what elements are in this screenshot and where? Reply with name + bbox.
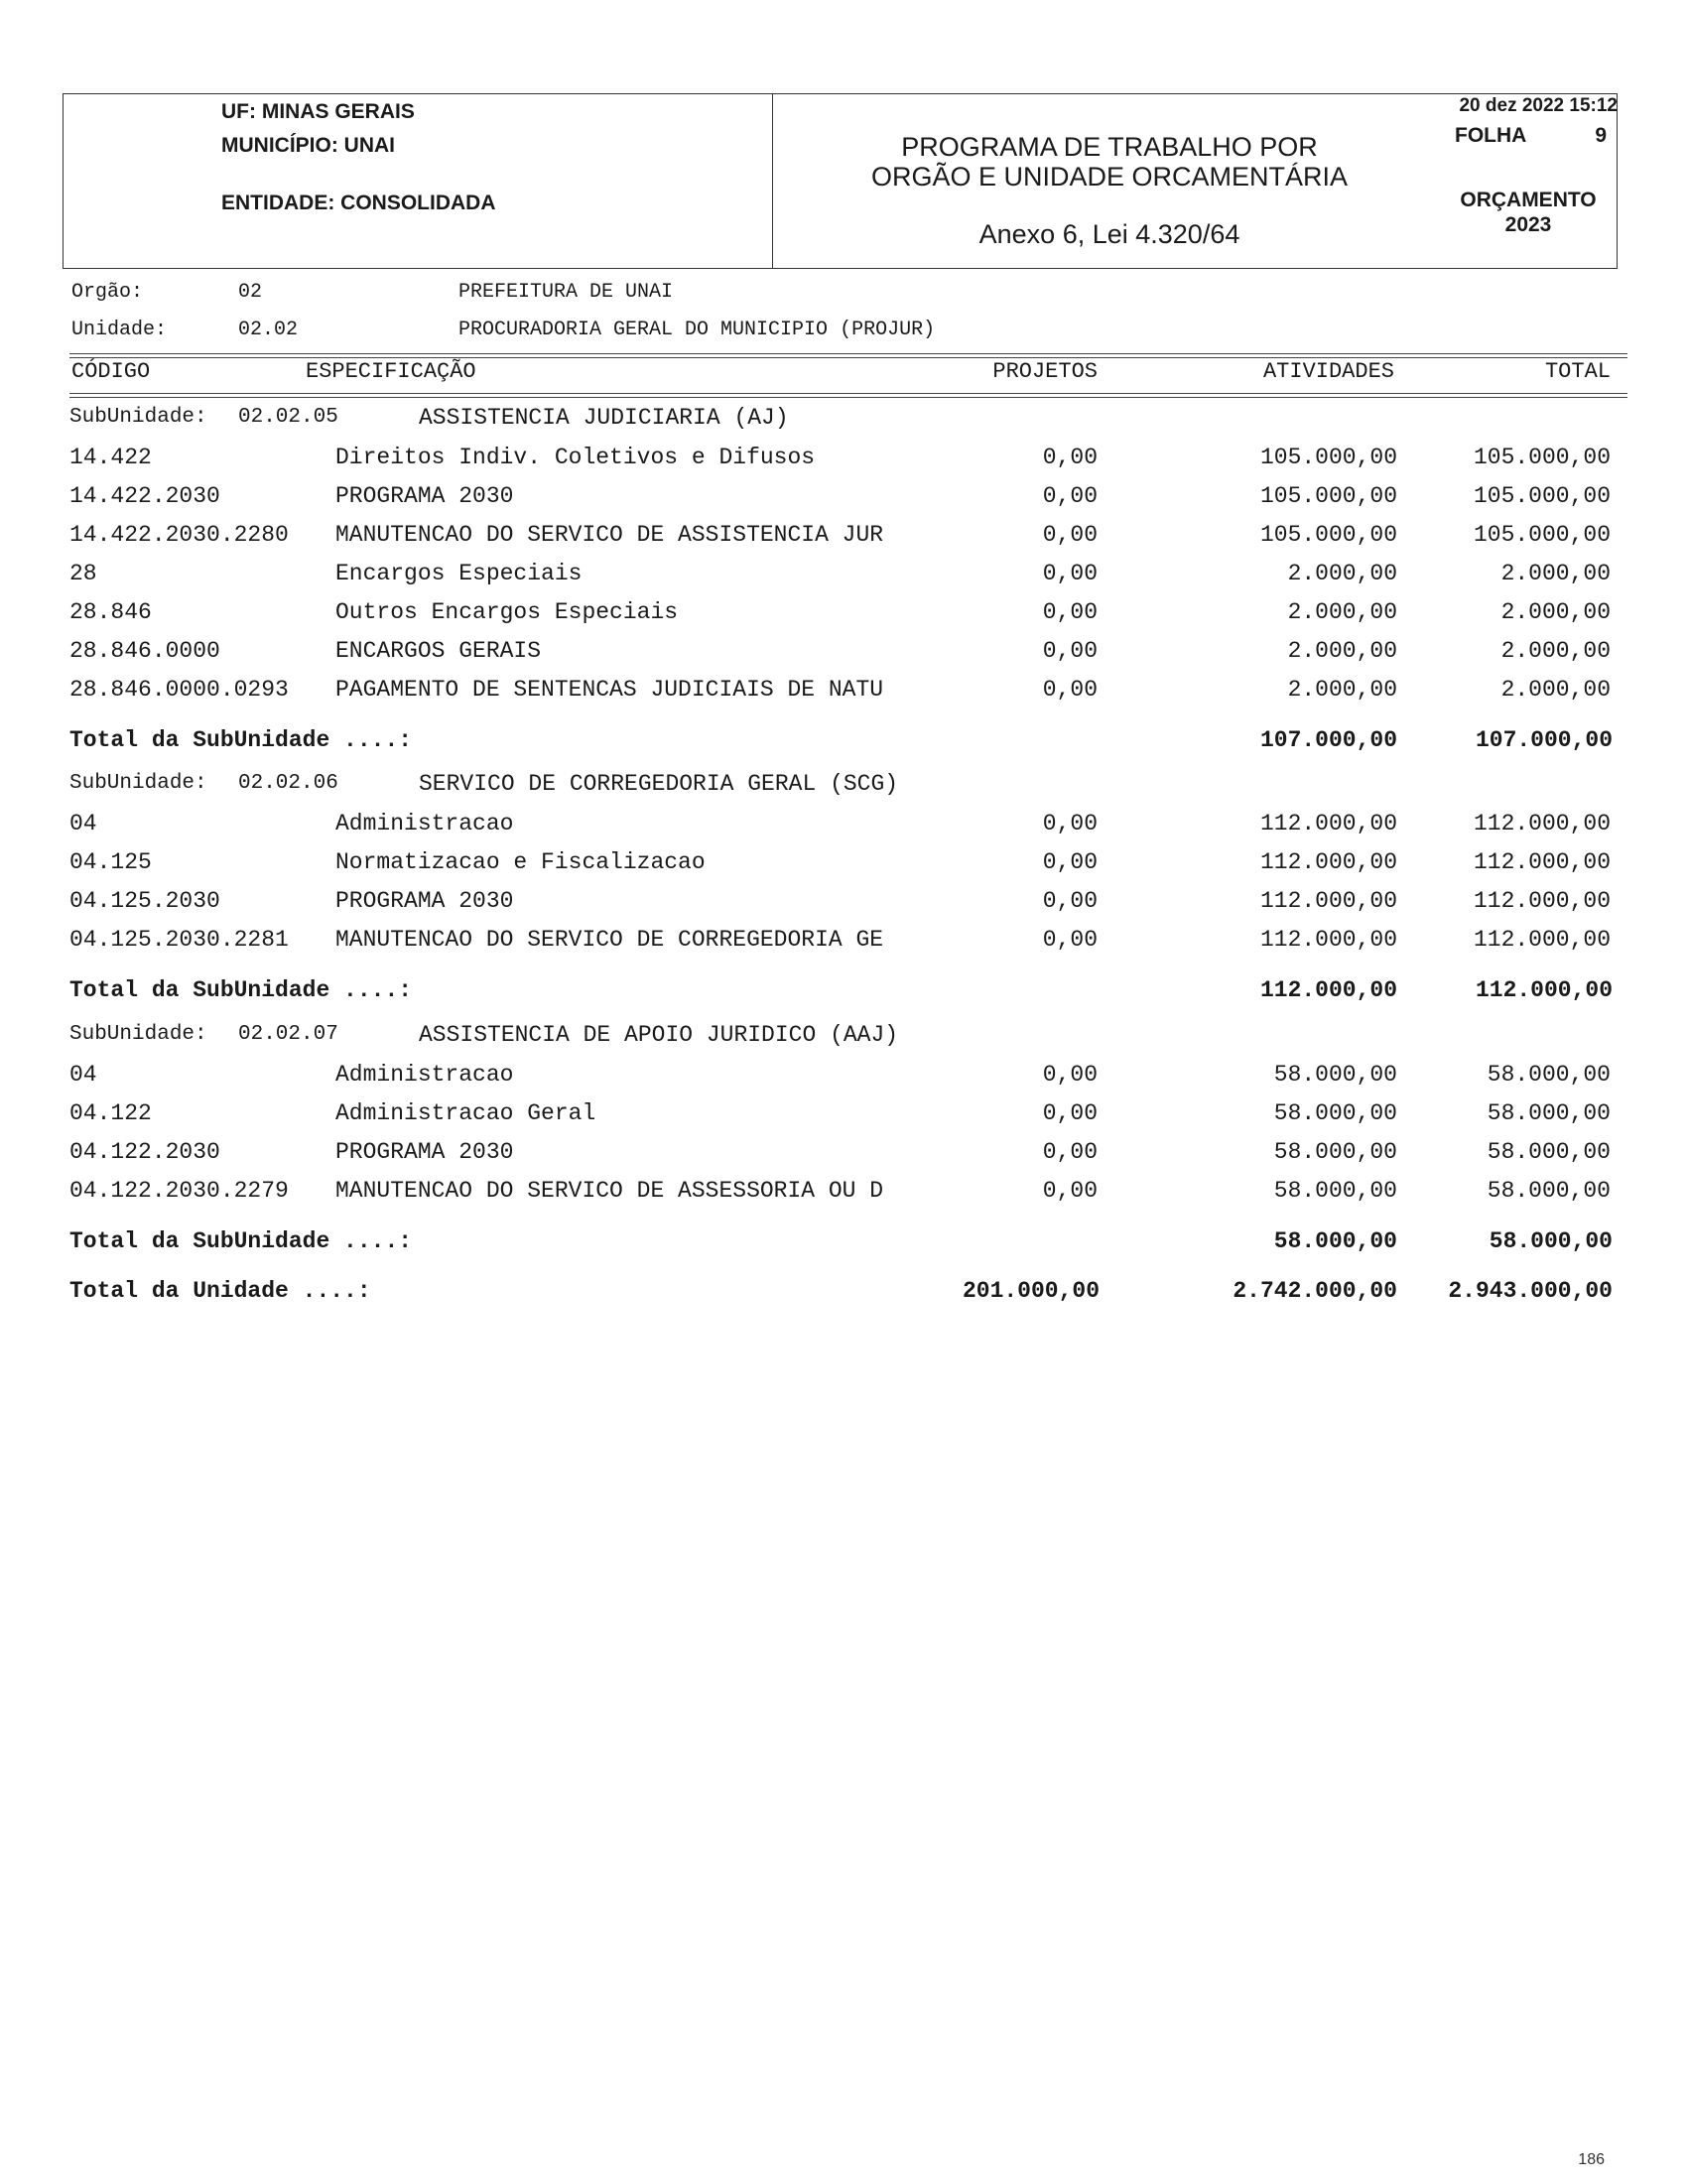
- row-total: 58.000,00: [1487, 1178, 1611, 1204]
- row-projetos: 0,00: [1042, 1139, 1098, 1165]
- orcamento-label: ORÇAMENTO: [1460, 189, 1597, 211]
- uf-label: UF: MINAS GERAIS: [221, 100, 415, 123]
- row-total: 112.000,00: [1473, 927, 1611, 953]
- row-projetos: 0,00: [1042, 677, 1098, 703]
- row-description: Administracao: [335, 1062, 514, 1088]
- row-projetos: 0,00: [1042, 445, 1098, 470]
- row-total: 112.000,00: [1473, 811, 1611, 836]
- row-projetos: 0,00: [1042, 888, 1098, 914]
- table-row: [0, 1100, 1688, 1136]
- row-code: 28.846: [69, 599, 152, 625]
- row-atividades: 2.000,00: [1287, 599, 1397, 625]
- column-header-rule-top1: [69, 353, 1627, 354]
- unit-total-label: Total da Unidade ....:: [69, 1278, 371, 1304]
- row-description: PAGAMENTO DE SENTENCAS JUDICIAIS DE NATU: [335, 677, 884, 703]
- row-description: Encargos Especiais: [335, 561, 583, 586]
- row-projetos: 0,00: [1042, 561, 1098, 586]
- row-code: 04.122.2030: [69, 1139, 220, 1165]
- subunit-total-total: 112.000,00: [1475, 977, 1613, 1003]
- row-code: 04.125.2030.2281: [69, 927, 289, 953]
- row-atividades: 105.000,00: [1259, 522, 1397, 548]
- table-row: [0, 888, 1688, 924]
- orgao-label: Orgão:: [71, 281, 144, 304]
- unidade-name: PROCURADORIA GERAL DO MUNICIPIO (PROJUR): [458, 319, 936, 341]
- row-atividades: 58.000,00: [1273, 1100, 1397, 1126]
- unidade-code: 02.02: [238, 319, 299, 341]
- row-total: 105.000,00: [1473, 483, 1611, 509]
- report-datetime: 20 dez 2022 15:12: [1459, 95, 1618, 116]
- row-atividades: 112.000,00: [1259, 927, 1397, 953]
- row-code: 28.846.0000.0293: [69, 677, 289, 703]
- subunit-code: 02.02.05: [238, 406, 338, 429]
- row-code: 14.422: [69, 445, 152, 470]
- table-row: [0, 638, 1688, 674]
- unit-total-projetos: 201.000,00: [962, 1278, 1100, 1304]
- folha-number: 9: [1595, 124, 1607, 147]
- column-total: TOTAL: [1544, 359, 1611, 384]
- subunit-label: SubUnidade:: [69, 1023, 207, 1046]
- table-row: [0, 1139, 1688, 1175]
- table-row: [0, 522, 1688, 558]
- unit-total-atividades: 2.742.000,00: [1233, 1278, 1397, 1304]
- row-description: Direitos Indiv. Coletivos e Difusos: [335, 445, 816, 470]
- row-atividades: 105.000,00: [1259, 445, 1397, 470]
- subunit-label: SubUnidade:: [69, 406, 207, 429]
- column-header-rule-bottom2: [69, 397, 1627, 398]
- table-row: [0, 677, 1688, 712]
- folha-label: FOLHA: [1455, 124, 1527, 147]
- subunit-total-atividades: 58.000,00: [1273, 1228, 1397, 1254]
- row-projetos: 0,00: [1042, 1100, 1098, 1126]
- table-row: [0, 599, 1688, 635]
- table-row: [0, 445, 1688, 480]
- row-atividades: 58.000,00: [1273, 1178, 1397, 1204]
- row-description: PROGRAMA 2030: [335, 888, 514, 914]
- row-projetos: 0,00: [1042, 927, 1098, 953]
- row-total: 2.000,00: [1500, 677, 1611, 703]
- column-especificacao: ESPECIFICAÇÃO: [306, 359, 476, 384]
- municipio-label: MUNICÍPIO: UNAI: [221, 134, 395, 157]
- row-description: PROGRAMA 2030: [335, 1139, 514, 1165]
- subunit-label: SubUnidade:: [69, 772, 207, 795]
- row-total: 2.000,00: [1500, 599, 1611, 625]
- annex-label: Anexo 6, Lei 4.320/64: [978, 219, 1240, 249]
- unit-total-total: 2.943.000,00: [1448, 1278, 1613, 1304]
- row-description: Normatizacao e Fiscalizacao: [335, 849, 706, 875]
- budget-year: 2023: [1504, 213, 1552, 236]
- row-total: 105.000,00: [1473, 445, 1611, 470]
- row-description: Outros Encargos Especiais: [335, 599, 679, 625]
- subunit-total-atividades: 107.000,00: [1259, 727, 1397, 753]
- row-description: Administracao: [335, 811, 514, 836]
- page-number: 186: [1578, 2151, 1605, 2168]
- table-row: [0, 483, 1688, 519]
- row-projetos: 0,00: [1042, 1062, 1098, 1088]
- row-code: 14.422.2030: [69, 483, 220, 509]
- table-row: [0, 927, 1688, 963]
- row-atividades: 112.000,00: [1259, 811, 1397, 836]
- table-row: [0, 1178, 1688, 1214]
- table-row: [0, 1062, 1688, 1097]
- row-code: 28: [69, 561, 97, 586]
- row-description: PROGRAMA 2030: [335, 483, 514, 509]
- row-total: 58.000,00: [1487, 1062, 1611, 1088]
- row-description: ENCARGOS GERAIS: [335, 638, 542, 664]
- row-atividades: 58.000,00: [1273, 1139, 1397, 1165]
- orgao-code: 02: [238, 281, 263, 304]
- orgao-name: PREFEITURA DE UNAI: [458, 281, 674, 304]
- row-code: 04: [69, 1062, 97, 1088]
- subunit-name: SERVICO DE CORREGEDORIA GERAL (SCG): [419, 771, 899, 797]
- row-code: 14.422.2030.2280: [69, 522, 289, 548]
- row-code: 04.125.2030: [69, 888, 220, 914]
- row-projetos: 0,00: [1042, 522, 1098, 548]
- row-atividades: 2.000,00: [1287, 561, 1397, 586]
- column-atividades: ATIVIDADES: [1262, 359, 1394, 384]
- subunit-code: 02.02.06: [238, 772, 338, 795]
- row-description: Administracao Geral: [335, 1100, 596, 1126]
- row-code: 04.125: [69, 849, 152, 875]
- subunit-name: ASSISTENCIA JUDICIARIA (AJ): [419, 405, 789, 431]
- row-projetos: 0,00: [1042, 599, 1098, 625]
- column-header-rule-bottom1: [69, 393, 1627, 394]
- row-atividades: 2.000,00: [1287, 638, 1397, 664]
- row-projetos: 0,00: [1042, 849, 1098, 875]
- row-total: 105.000,00: [1473, 522, 1611, 548]
- row-description: MANUTENCAO DO SERVICO DE ASSESSORIA OU D: [335, 1178, 884, 1204]
- row-code: 04.122: [69, 1100, 152, 1126]
- subunit-total-label: Total da SubUnidade ....:: [69, 977, 413, 1003]
- subunit-total-label: Total da SubUnidade ....:: [69, 727, 413, 753]
- column-codigo: CÓDIGO: [71, 359, 151, 384]
- row-total: 2.000,00: [1500, 561, 1611, 586]
- column-header-rule-top2: [69, 357, 1627, 358]
- column-projetos: PROJETOS: [992, 359, 1098, 384]
- row-total: 58.000,00: [1487, 1139, 1611, 1165]
- report-title-line2: ORGÃO E UNIDADE ORCAMENTÁRIA: [870, 162, 1349, 192]
- row-description: MANUTENCAO DO SERVICO DE ASSISTENCIA JUR: [335, 522, 884, 548]
- row-atividades: 2.000,00: [1287, 677, 1397, 703]
- subunit-code: 02.02.07: [238, 1023, 338, 1046]
- subunit-total-total: 107.000,00: [1475, 727, 1613, 753]
- row-atividades: 105.000,00: [1259, 483, 1397, 509]
- row-total: 112.000,00: [1473, 849, 1611, 875]
- subunit-total-label: Total da SubUnidade ....:: [69, 1228, 413, 1254]
- table-row: [0, 561, 1688, 596]
- row-projetos: 0,00: [1042, 811, 1098, 836]
- row-atividades: 58.000,00: [1273, 1062, 1397, 1088]
- row-atividades: 112.000,00: [1259, 888, 1397, 914]
- row-total: 58.000,00: [1487, 1100, 1611, 1126]
- row-code: 04.122.2030.2279: [69, 1178, 289, 1204]
- subunit-total-total: 58.000,00: [1489, 1228, 1613, 1254]
- row-projetos: 0,00: [1042, 483, 1098, 509]
- row-total: 2.000,00: [1500, 638, 1611, 664]
- table-row: [0, 811, 1688, 846]
- row-projetos: 0,00: [1042, 638, 1098, 664]
- unidade-label: Unidade:: [71, 319, 168, 341]
- row-code: 04: [69, 811, 97, 836]
- entidade-label: ENTIDADE: CONSOLIDADA: [221, 192, 496, 214]
- table-row: [0, 849, 1688, 885]
- row-total: 112.000,00: [1473, 888, 1611, 914]
- row-atividades: 112.000,00: [1259, 849, 1397, 875]
- subunit-total-atividades: 112.000,00: [1259, 977, 1397, 1003]
- row-projetos: 0,00: [1042, 1178, 1098, 1204]
- row-code: 28.846.0000: [69, 638, 220, 664]
- report-title-line1: PROGRAMA DE TRABALHO POR: [901, 132, 1318, 162]
- subunit-name: ASSISTENCIA DE APOIO JURIDICO (AAJ): [419, 1022, 899, 1048]
- row-description: MANUTENCAO DO SERVICO DE CORREGEDORIA GE: [335, 927, 884, 953]
